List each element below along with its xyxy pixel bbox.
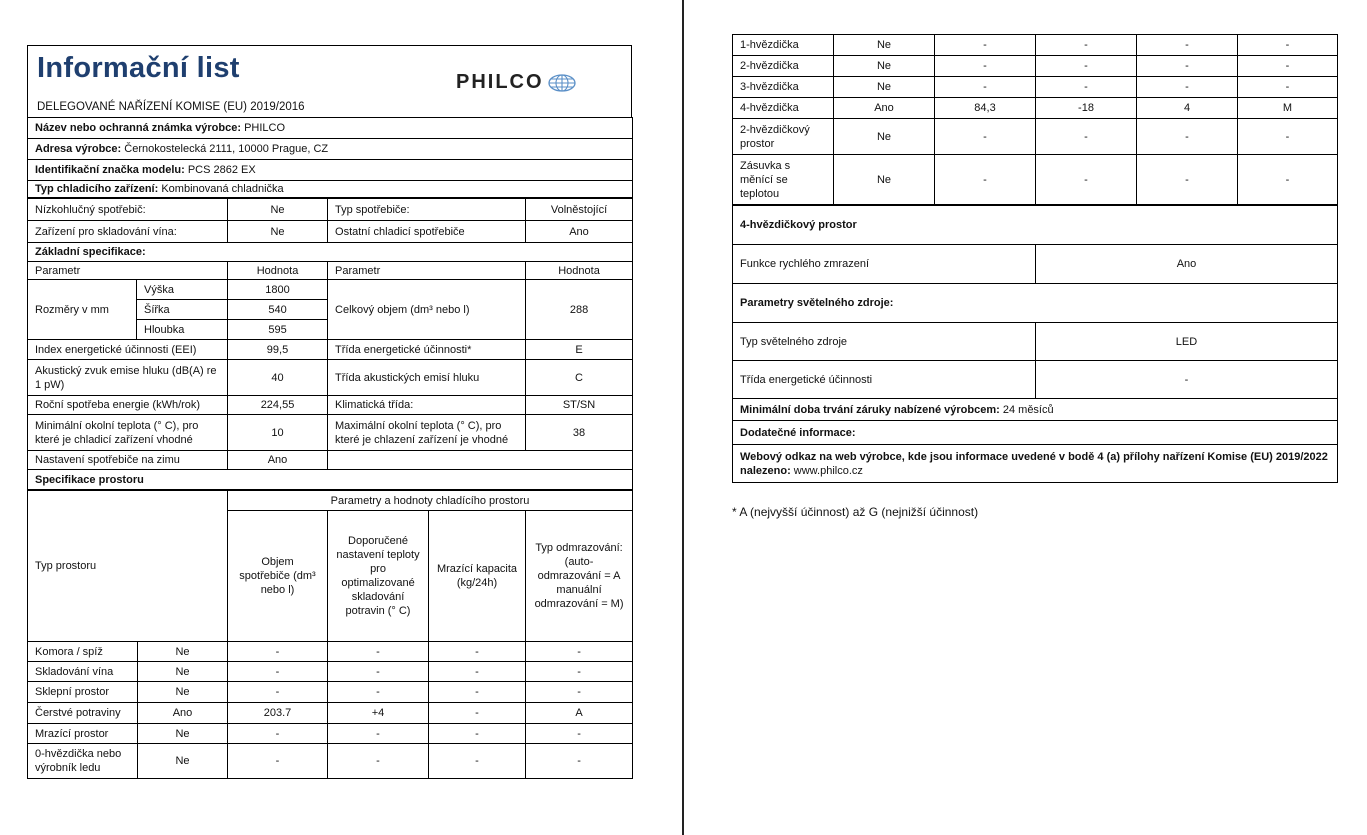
light-type-label: Typ světelného zdroje [733, 323, 1036, 361]
dimensions-label: Rozměry v mm [28, 280, 137, 340]
defrost-col-header: Typ odmrazování: (auto-odmrazování = A manuální odmrazování = M) [526, 511, 633, 642]
winter-setting-label: Nastavení spotřebiče na zimu [28, 451, 228, 470]
width-value: 540 [228, 300, 328, 320]
annual-consumption-label: Roční spotřeba energie (kWh/rok) [28, 396, 228, 415]
table-row: Sklepní prostor Ne - - - - [28, 682, 633, 703]
globe-icon [547, 73, 577, 93]
specification-table [27, 198, 633, 490]
climate-class-value: ST/SN [526, 396, 633, 415]
wine-storage-label: Zařízení pro skladování vína: [28, 221, 228, 243]
table-row: Mrazící prostor Ne - - - - [28, 724, 633, 744]
low-noise-label: Nízkohlučný spotřebič: [28, 199, 228, 221]
appliance-kind-label: Typ spotřebiče: [328, 199, 526, 221]
wine-storage-value: Ne [228, 221, 328, 243]
light-class-value: - [1036, 361, 1338, 399]
compartment-rows-left [28, 642, 633, 779]
min-temp-value: 10 [228, 415, 328, 451]
compartment-spec-heading: Specifikace prostoru [28, 470, 633, 490]
manufacturer-website-link[interactable]: www.philco.cz [793, 464, 863, 477]
energy-class-footnote: * A (nejvyšší účinnost) až G (nejnižší účinnost) [732, 505, 979, 519]
freeze-col-header: Mrazící kapacita (kg/24h) [429, 511, 526, 642]
height-value: 1800 [228, 280, 328, 300]
table-row: Zásuvka s měnící se teplotou Ne - - - - [733, 155, 1338, 205]
value-header-2: Hodnota [526, 262, 633, 280]
low-noise-value: Ne [228, 199, 328, 221]
left-page [27, 45, 632, 779]
other-appliance-label: Ostatní chladicí spotřebiče [328, 221, 526, 243]
table-row: 1-hvězdička Ne - - - - [733, 35, 1338, 56]
energy-class-label: Třída energetické účinnosti* [328, 340, 526, 360]
compartment-params-header: Parametry a hodnoty chladícího prostoru [228, 491, 633, 511]
min-temp-label: Minimální okolní teplota (° C), pro které je chladicí zařízení vhodné [28, 415, 228, 451]
noise-emission-label: Akustický zvuk emise hluku (dB(A) re 1 pW) [28, 360, 228, 396]
model-row: Identifikační značka modelu: PCS 2862 EX [28, 160, 633, 181]
manufacturer-link-row: Webový odkaz na web výrobce, kde jsou informace uvedené v bodě 4 (a) přílohy nařízení Komise (EU) 2019/2022 nalezeno: www.philco.cz [733, 445, 1338, 483]
right-page [732, 34, 1337, 483]
width-label: Šířka [137, 300, 228, 320]
appliance-kind-value: Volněstojící [526, 199, 633, 221]
document-header [27, 45, 632, 117]
light-type-value: LED [1036, 323, 1338, 361]
compartment-rows-right [733, 35, 1338, 205]
address-row: Adresa výrobce: Černokostelecká 2111, 10000 Prague, CZ [28, 139, 633, 160]
fast-freeze-label: Funkce rychlého zmrazení [733, 245, 1036, 284]
table-row: 2-hvězdička Ne - - - - [733, 56, 1338, 77]
logo-text: PHILCO [456, 71, 544, 93]
light-class-label: Třída energetické účinnosti [733, 361, 1036, 399]
winter-setting-value: Ano [228, 451, 328, 470]
light-source-heading: Parametry světelného zdroje: [733, 284, 1338, 323]
warranty-row: Minimální doba trvání záruky nabízené výrobcem: 24 měsíců [733, 399, 1338, 421]
identification-table [27, 117, 633, 198]
regulation-subtitle: DELEGOVANÉ NAŘÍZENÍ KOMISE (EU) 2019/2016 [37, 101, 305, 113]
table-row: Skladování vína Ne - - - - [28, 662, 633, 682]
compartment-table-left [27, 490, 633, 779]
noise-class-value: C [526, 360, 633, 396]
table-row: Čerstvé potraviny Ano 203.7 +4 - A [28, 703, 633, 724]
height-label: Výška [137, 280, 228, 300]
param-header-2: Parametr [328, 262, 526, 280]
noise-class-label: Třída akustických emisí hluku [328, 360, 526, 396]
depth-label: Hloubka [137, 320, 228, 340]
eei-label: Index energetické účinnosti (EEI) [28, 340, 228, 360]
table-row: 2-hvězdičkový prostor Ne - - - - [733, 119, 1338, 155]
table-row: 4-hvězdička Ano 84,3 -18 4 M [733, 98, 1338, 119]
max-temp-value: 38 [526, 415, 633, 451]
other-appliance-value: Ano [526, 221, 633, 243]
basic-spec-heading: Základní specifikace: [28, 243, 633, 262]
extra-info-table [732, 205, 1338, 483]
manufacturer-row: Název nebo ochranná známka výrobce: PHILCO [28, 118, 633, 139]
temp-col-header: Doporučené nastavení teploty pro optimalizované skladování potravin (° C) [328, 511, 429, 642]
climate-class-label: Klimatická třída: [328, 396, 526, 415]
table-row: 3-hvězdička Ne - - - - [733, 77, 1338, 98]
volume-col-header: Objem spotřebiče (dm³ nebo l) [228, 511, 328, 642]
total-volume-value: 288 [526, 280, 633, 340]
param-header: Parametr [28, 262, 228, 280]
page-divider [682, 0, 684, 835]
appliance-type-row: Typ chladicího zařízení: Kombinovaná chladnička [28, 181, 633, 198]
energy-class-value: E [526, 340, 633, 360]
compartment-type-header: Typ prostoru [28, 491, 228, 642]
noise-emission-value: 40 [228, 360, 328, 396]
value-header: Hodnota [228, 262, 328, 280]
max-temp-label: Maximální okolní teplota (° C), pro které je chlazení zařízení je vhodné [328, 415, 526, 451]
four-star-heading: 4-hvězdičkový prostor [733, 206, 1338, 245]
additional-info-heading: Dodatečné informace: [733, 421, 1338, 445]
page-title: Informační list [37, 52, 240, 84]
table-row: Komora / spíž Ne - - - - [28, 642, 633, 662]
total-volume-label: Celkový objem (dm³ nebo l) [328, 280, 526, 340]
compartment-table-right [732, 34, 1338, 205]
annual-consumption-value: 224,55 [228, 396, 328, 415]
eei-value: 99,5 [228, 340, 328, 360]
philco-logo [456, 71, 577, 94]
table-row: 0-hvězdička nebo výrobník ledu Ne - - - - [28, 744, 633, 779]
depth-value: 595 [228, 320, 328, 340]
fast-freeze-value: Ano [1036, 245, 1338, 284]
